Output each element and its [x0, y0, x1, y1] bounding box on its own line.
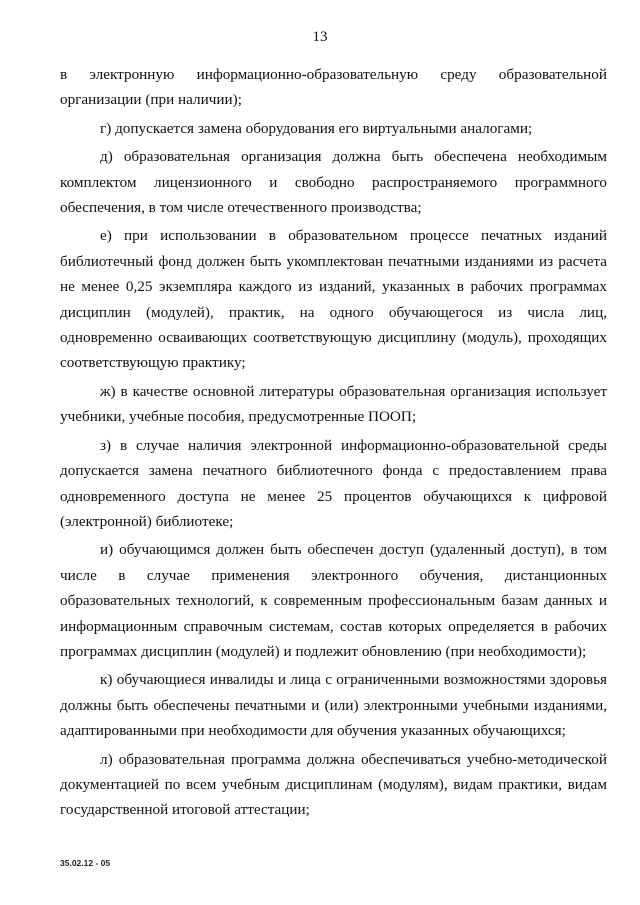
paragraph-continuation-end: организации (при наличии); [60, 91, 242, 109]
paragraph-item-l: л) образовательная программа должна обеспечиваться учебно-методической документацией по всем учебным дисциплинам (модулям), видам практики, видам государственной итоговой аттестации; [60, 750, 607, 819]
paragraph-item-i: и) обучающимся должен быть обеспечен доступ (удаленный доступ), в том числе в случае применения электронного обучения, дистанционных образовательных технологий, к современным профессиональным базам данных и информационным справочным системам, состав которых определяется в рабочих программах дисциплин (модулей) и подлежит обновлению (при необходимости); [60, 541, 607, 660]
page-number: 13 [312, 29, 328, 45]
paragraph-item-g: г) допускается замена оборудования его виртуальными аналогами; [100, 119, 533, 137]
paragraph-item-d: д) образовательная организация должна быть обеспечена необходимым комплектом лицензионного и свободно распространяемого программного обеспечения, в том числе отечественного производства; [60, 148, 607, 217]
footer-document-code: 35.02.12 - 05 [60, 858, 111, 868]
paragraph-item-e: е) при использовании в образовательном процессе печатных изданий библиотечный фонд должен быть укомплектован печатными изданиями из расчета не менее 0,25 экземпляра каждого из изданий, указанных в рабочих программах дисциплин (модулей), практик, на одного обучающегося из числа лиц, одновременно осваивающих соответствующую дисциплину (модуль), проходящих соответствующую практику; [60, 227, 607, 372]
paragraph-item-z: з) в случае наличия электронной информационно-образовательной среды допускается замена печатного библиотечного фонда с предоставлением права одновременного доступа не менее 25 процентов обучающихся к цифровой (электронной) библиотеке; [60, 436, 607, 530]
paragraph-item-zh: ж) в качестве основной литературы образовательная организация использует учебники, учебные пособия, предусмотренные ПООП; [60, 382, 607, 426]
document-body [60, 62, 607, 823]
paragraph-continuation-line: в электронную информационно-образовательную среду образовательной [60, 66, 607, 83]
paragraph-item-k: к) обучающиеся инвалиды и лица с ограниченными возможностями здоровья должны быть обеспечены печатными и (или) электронными учебными изданиями, адаптированными при необходимости для обучения указанных обучающихся; [60, 671, 607, 740]
